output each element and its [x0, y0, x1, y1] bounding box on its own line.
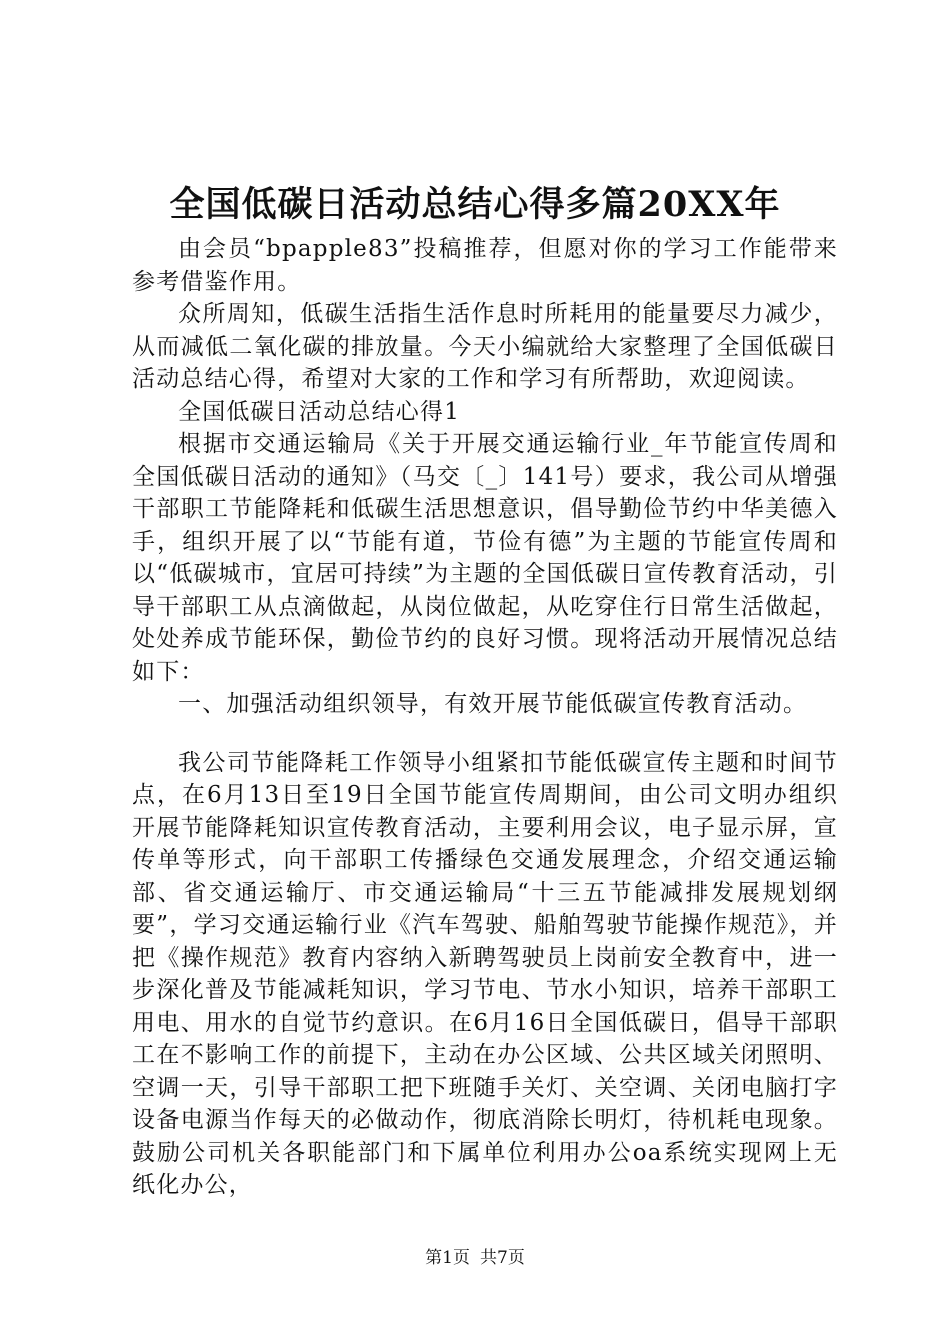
page-number: 第1页 — [425, 1248, 470, 1268]
document-body — [132, 233, 838, 1202]
page-footer — [0, 1246, 950, 1270]
section-heading-organization: 一、加强活动组织领导，有效开展节能低碳宣传教育活动。 — [178, 691, 808, 717]
page-total: 共7页 — [480, 1248, 525, 1268]
paragraph-introduction: 众所周知，低碳生活指生活作息时所耗用的能量要尽力减少，从而减低二氧化碳的排放量。今天小编就给大家整理了全国低碳日活动总结心得，希望对大家的工作和学习有所帮助，欢迎阅读。 — [132, 301, 838, 392]
paragraph-activities: 我公司节能降耗工作领导小组紧扣节能低碳宣传主题和时间节点，在6月13日至19日全国节能宣传周期间，由公司文明办组织开展节能降耗知识宣传教育活动，主要利用会议，电子显示屏，宣传单等形式，向干部职工传播绿色交通发展理念，介绍交通运输部、省交通运输厅、市交通运输局“十三五节能减排发展规划纲要”，学习交通运输行业《汽车驾驶、船舶驾驶节能操作规范》，并把《操作规范》教育内容纳入新聘驾驶员上岗前安全教育中，进一步深化普及节能减耗知识，学习节电、节水小知识，培养干部职工用电、用水的自觉节约意识。在6月16日全国低碳日，倡导干部职工在不影响工作的前提下，主动在办公区域、公共区域关闭照明、空调一天，引导干部职工把下班随手关灯、关空调、关闭电脑打字设备电源当作每天的必做动作，彻底消除长明灯，待机耗电现象。鼓励公司机关各职能部门和下属单位利用办公oa系统实现网上无纸化办公， — [132, 749, 838, 1198]
paragraph-submission-note: 由会员“bpapple83”投稿推荐，但愿对你的学习工作能带来参考借鉴作用。 — [132, 236, 838, 295]
paragraph-background: 根据市交通运输局《关于开展交通运输行业_年节能宣传周和全国低碳日活动的通知》（马交〔_〕141号）要求，我公司从增强干部职工节能降耗和低碳生活思想意识，倡导勤俭节约中华美德入手，组织开展了以“节能有道，节俭有德”为主题的节能宣传周和以“低碳城市，宜居可持续”为主题的全国低碳日宣传教育活动，引导干部职工从点滴做起，从岗位做起，从吃穿住行日常生活做起，处处养成节能环保，勤俭节约的良好习惯。现将活动开展情况总结如下： — [132, 431, 838, 685]
section-heading-summary-1: 全国低碳日活动总结心得1 — [178, 398, 461, 425]
document-title: 全国低碳日活动总结心得多篇20XX年 — [169, 184, 781, 225]
